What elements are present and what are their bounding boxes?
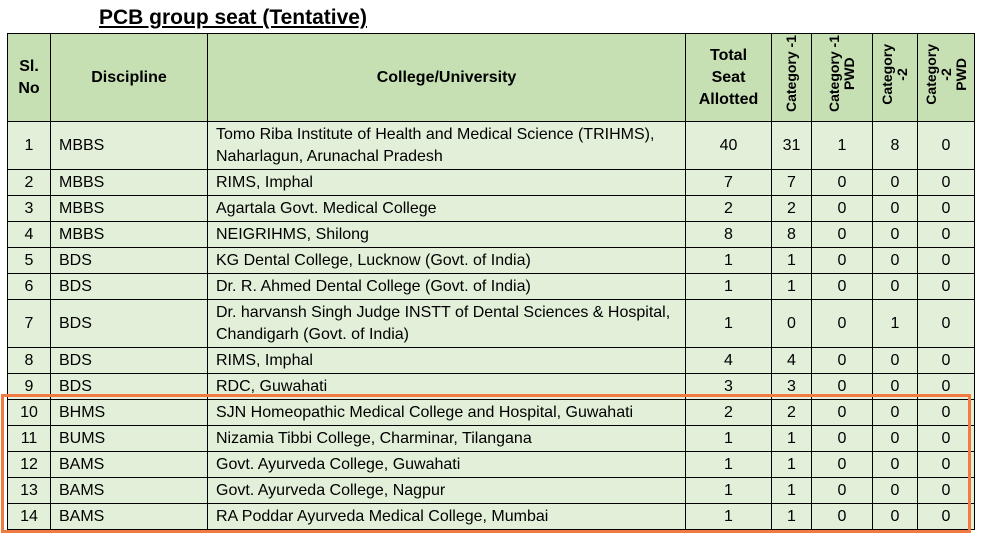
discipline-cell: BDS [51,348,208,374]
college-cell: SJN Homeopathic Medical College and Hospital, Guwahati [208,400,686,426]
category-2-cell: 0 [873,170,918,196]
sl-no-cell: 8 [8,348,51,374]
category-2-pwd-cell: 0 [918,274,975,300]
college-cell: RIMS, Imphal [208,348,686,374]
total-seat-cell: 4 [686,348,772,374]
total-seat-cell: 1 [686,248,772,274]
header-row [8,34,975,122]
category-2-pwd-cell: 0 [918,426,975,452]
header-sl-no: Sl. No [8,34,51,122]
category-1-pwd-cell: 0 [812,504,873,530]
discipline-cell: BDS [51,248,208,274]
discipline-cell: BAMS [51,504,208,530]
table-row [8,300,975,348]
college-cell: RDC, Guwahati [208,374,686,400]
category-2-pwd-cell: 0 [918,300,975,348]
table-row [8,452,975,478]
discipline-cell: BHMS [51,400,208,426]
category-2-pwd-cell: 0 [918,374,975,400]
college-cell: Dr. R. Ahmed Dental College (Govt. of India) [208,274,686,300]
category-2-cell: 0 [873,374,918,400]
table-row [8,222,975,248]
category-1-pwd-cell: 0 [812,274,873,300]
sl-no-cell: 12 [8,452,51,478]
category-1-pwd-cell: 0 [812,348,873,374]
category-1-cell: 1 [772,478,812,504]
sl-no-cell: 5 [8,248,51,274]
sl-no-cell: 13 [8,478,51,504]
total-seat-cell: 8 [686,222,772,248]
category-1-pwd-cell: 0 [812,248,873,274]
sl-no-cell: 4 [8,222,51,248]
discipline-cell: MBBS [51,196,208,222]
total-seat-cell: 1 [686,452,772,478]
category-2-cell: 0 [873,426,918,452]
total-seat-cell: 2 [686,196,772,222]
category-1-cell: 3 [772,374,812,400]
total-seat-cell: 1 [686,300,772,348]
college-cell: Govt. Ayurveda College, Guwahati [208,452,686,478]
category-2-cell: 1 [873,300,918,348]
category-1-cell: 1 [772,274,812,300]
total-seat-cell: 1 [686,274,772,300]
total-seat-cell: 40 [686,122,772,170]
category-1-cell: 31 [772,122,812,170]
sl-no-cell: 6 [8,274,51,300]
discipline-cell: BDS [51,274,208,300]
category-2-cell: 0 [873,348,918,374]
category-1-cell: 7 [772,170,812,196]
category-2-pwd-cell: 0 [918,452,975,478]
college-cell: RIMS, Imphal [208,170,686,196]
table-row [8,504,975,530]
sl-no-cell: 9 [8,374,51,400]
category-2-cell: 0 [873,274,918,300]
category-2-pwd-cell: 0 [918,348,975,374]
table-row [8,374,975,400]
college-cell: Nizamia Tibbi College, Charminar, Tilangana [208,426,686,452]
discipline-cell: BAMS [51,452,208,478]
category-1-cell: 8 [772,222,812,248]
discipline-cell: MBBS [51,122,208,170]
category-2-cell: 0 [873,400,918,426]
seat-table [7,33,975,530]
table-row [8,274,975,300]
college-cell: Govt. Ayurveda College, Nagpur [208,478,686,504]
category-1-pwd-cell: 0 [812,400,873,426]
category-2-cell: 0 [873,248,918,274]
table-row [8,400,975,426]
category-1-pwd-cell: 0 [812,452,873,478]
total-seat-cell: 2 [686,400,772,426]
table-row [8,248,975,274]
discipline-cell: BDS [51,300,208,348]
discipline-cell: MBBS [51,222,208,248]
category-2-cell: 0 [873,222,918,248]
category-1-pwd-cell: 0 [812,478,873,504]
category-1-pwd-cell: 0 [812,374,873,400]
college-cell: Tomo Riba Institute of Health and Medical Science (TRIHMS), Naharlagun, Arunachal Pradesh [208,122,686,170]
total-seat-cell: 1 [686,504,772,530]
college-cell: KG Dental College, Lucknow (Govt. of India) [208,248,686,274]
category-2-pwd-cell: 0 [918,122,975,170]
page-title: PCB group seat (Tentative) [99,6,367,29]
category-1-pwd-cell: 0 [812,222,873,248]
table-row [8,348,975,374]
discipline-cell: BDS [51,374,208,400]
category-2-pwd-cell: 0 [918,170,975,196]
header-category-2-pwd: Category -2 PWD [918,34,975,122]
category-2-cell: 0 [873,196,918,222]
sl-no-cell: 1 [8,122,51,170]
header-category-1-pwd: Category -1 PWD [812,34,873,122]
category-1-pwd-cell: 1 [812,122,873,170]
category-1-pwd-cell: 0 [812,196,873,222]
category-2-pwd-cell: 0 [918,196,975,222]
college-cell: NEIGRIHMS, Shilong [208,222,686,248]
sl-no-cell: 14 [8,504,51,530]
category-2-cell: 0 [873,452,918,478]
category-2-pwd-cell: 0 [918,222,975,248]
category-1-pwd-cell: 0 [812,300,873,348]
category-2-pwd-cell: 0 [918,478,975,504]
sl-no-cell: 11 [8,426,51,452]
college-cell: Dr. harvansh Singh Judge INSTT of Dental Sciences & Hospital, Chandigarh (Govt. of India) [208,300,686,348]
header-category-2: Category -2 [873,34,918,122]
sl-no-cell: 7 [8,300,51,348]
category-1-pwd-cell: 0 [812,426,873,452]
category-2-pwd-cell: 0 [918,504,975,530]
table-row [8,196,975,222]
college-cell: Agartala Govt. Medical College [208,196,686,222]
discipline-cell: BUMS [51,426,208,452]
table-row [8,122,975,170]
table-row [8,170,975,196]
category-1-cell: 2 [772,400,812,426]
category-1-pwd-cell: 0 [812,170,873,196]
table-row [8,478,975,504]
sl-no-cell: 10 [8,400,51,426]
category-1-cell: 1 [772,426,812,452]
category-2-cell: 8 [873,122,918,170]
category-2-cell: 0 [873,504,918,530]
discipline-cell: BAMS [51,478,208,504]
sl-no-cell: 2 [8,170,51,196]
total-seat-cell: 3 [686,374,772,400]
category-2-cell: 0 [873,478,918,504]
header-discipline: Discipline [51,34,208,122]
header-total-seat: Total Seat Allotted [686,34,772,122]
category-1-cell: 1 [772,504,812,530]
category-1-cell: 4 [772,348,812,374]
header-category-1: Category -1 [772,34,812,122]
category-1-cell: 0 [772,300,812,348]
category-1-cell: 2 [772,196,812,222]
category-2-pwd-cell: 0 [918,248,975,274]
header-college: College/University [208,34,686,122]
total-seat-cell: 1 [686,478,772,504]
sl-no-cell: 3 [8,196,51,222]
total-seat-cell: 7 [686,170,772,196]
college-cell: RA Poddar Ayurveda Medical College, Mumbai [208,504,686,530]
discipline-cell: MBBS [51,170,208,196]
category-2-pwd-cell: 0 [918,400,975,426]
total-seat-cell: 1 [686,426,772,452]
table-row [8,426,975,452]
category-1-cell: 1 [772,452,812,478]
category-1-cell: 1 [772,248,812,274]
